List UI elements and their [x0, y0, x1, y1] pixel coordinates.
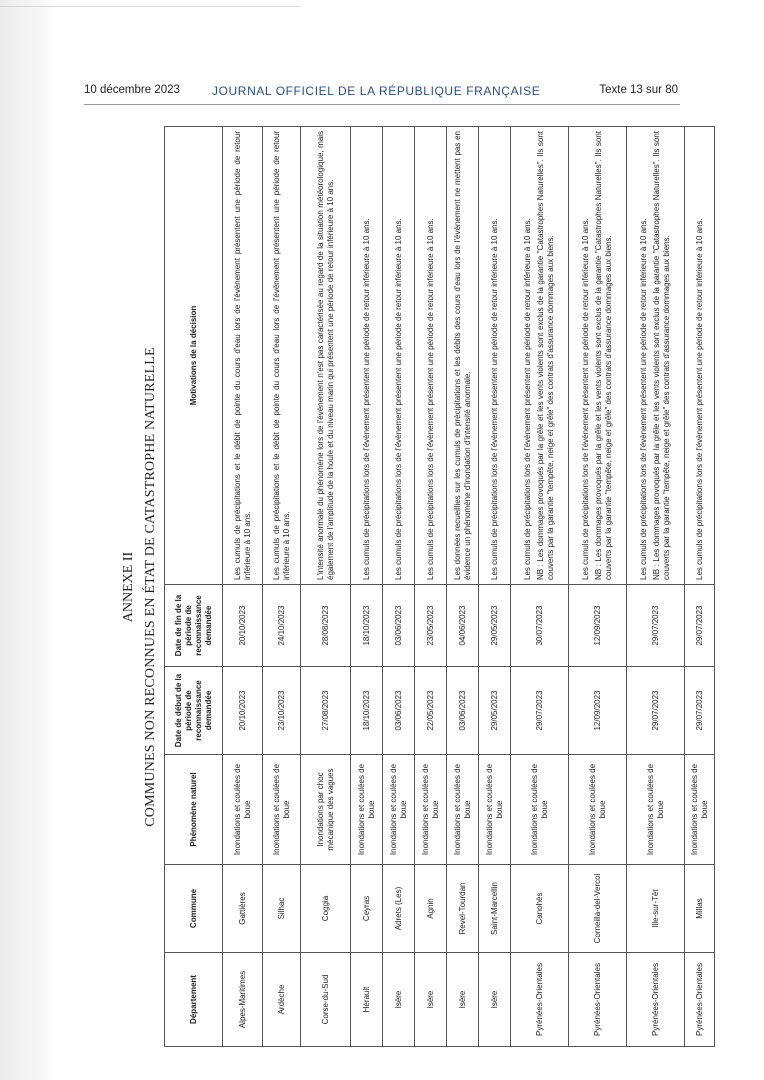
motivation-text: Les cumuls de précipitations lors de l'évènement présentent une période de retour inférieure à 10 ans. [393, 218, 403, 580]
header-divider [84, 104, 680, 105]
cell-date-fin: 04/06/2023 [447, 585, 479, 667]
cell-date-fin: 23/05/2023 [415, 585, 447, 667]
col-header-date-debut: Date de début de la période de reconnaissance demandée [165, 667, 223, 755]
cell-motivations [447, 127, 479, 585]
cell-departement: Pyrénées-Orientales [685, 953, 715, 1047]
motivation-text: L'intensité anormale du phénomène lors de l'évènement n'est pas caractérisée au regard de la situation météorologique, mais également de l'amplitude de la houle et du niveau marin qui présentent une période de retour inférieure à 10 ans. [315, 131, 335, 580]
cell-phenomene: Inondations et coulées de boue [383, 755, 415, 865]
cell-departement: Isère [447, 953, 479, 1047]
motivation-text: Les cumuls de précipitations lors de l'évènement présentent une période de retour inférieure à 10 ans. [639, 218, 648, 580]
motivation-text: Les cumuls de précipitations lors de l'évènement présentent une période de retour inférieure à 10 ans. [581, 218, 590, 580]
cell-phenomene: Inondations et coulées de boue [511, 755, 569, 865]
table-row [569, 127, 627, 1047]
cell-commune: Gattières [223, 865, 263, 953]
annex-subtitle: COMMUNES NON RECONNUES EN ÉTAT DE CATASTROPHE NATURELLE [143, 347, 158, 827]
cell-date-debut: 03/06/2023 [447, 667, 479, 755]
cell-commune: Ille-sur-Têt [627, 865, 685, 953]
cell-date-fin: 30/07/2023 [511, 585, 569, 667]
cell-date-fin: 03/06/2023 [383, 585, 415, 667]
cell-phenomene: Inondations et coulées de boue [223, 755, 263, 865]
motivation-text: Les cumuls de précipitations lors de l'évènement présentent une période de retour inférieure à 10 ans. [489, 218, 499, 580]
cell-phenomene: Inondations et coulées de boue [351, 755, 383, 865]
cell-date-debut: 18/10/2023 [351, 667, 383, 755]
cell-date-fin: 18/10/2023 [351, 585, 383, 667]
cell-departement: Isère [479, 953, 511, 1047]
annex-title: ANNEXE II [121, 551, 136, 623]
cell-commune: Ceyras [351, 865, 383, 953]
cell-phenomene: Inondations et coulées de boue [569, 755, 627, 865]
col-header-phenomene: Phénomène naturel [165, 755, 223, 865]
motivation-note: NB : Les dommages provoqués par la grêle et les vents violents sont exclus de la garantie "Catastrophes Naturelles". Ils sont couverts par la garantie "tempête, neige et grêle" des contrats d'assurance dommages aux biens. [652, 131, 671, 580]
cell-date-debut: 20/10/2023 [223, 667, 263, 755]
table-row [447, 127, 479, 1047]
col-header-departement: Département [165, 953, 223, 1047]
cell-motivations [415, 127, 447, 585]
cell-departement: Pyrénées-Orientales [627, 953, 685, 1047]
cell-date-fin: 29/05/2023 [479, 585, 511, 667]
table-row [263, 127, 301, 1047]
cell-date-debut: 29/07/2023 [627, 667, 685, 755]
scan-shadow [0, 0, 58, 1080]
cell-departement: Pyrénées-Orientales [511, 953, 569, 1047]
col-header-date-fin: Date de fin de la période de reconnaissance demandée [165, 585, 223, 667]
motivation-text: Les cumuls de précipitations et le débit de pointe du cours d'eau lors de l'évènement présentent une période de retour inférieure à 10 ans. [271, 131, 291, 580]
cell-phenomene: Inondations et coulées de boue [263, 755, 301, 865]
table-row [627, 127, 685, 1047]
cell-commune: Revel-Tourdan [447, 865, 479, 953]
cell-phenomene: Inondations par choc mécanique des vagues [301, 755, 351, 865]
cell-phenomene: Inondations et coulées de boue [627, 755, 685, 865]
cell-motivations [569, 127, 627, 585]
cell-date-debut: 23/10/2023 [263, 667, 301, 755]
cell-date-debut: 29/05/2023 [479, 667, 511, 755]
cell-motivations [627, 127, 685, 585]
cell-commune: Agnin [415, 865, 447, 953]
cell-commune: Canohès [511, 865, 569, 953]
header-date: 10 décembre 2023 [84, 84, 180, 96]
cell-date-fin: 12/09/2023 [569, 585, 627, 667]
motivation-text: Les cumuls de précipitations et le débit de pointe du cours d'eau lors de l'évènement présentent une période de retour inférieure à 10 ans. [232, 131, 252, 580]
motivation-text: Les données recueillies sur les cumuls de précipitations et les débits des cours d'eau lors de l'évènement ne mettent pas en évidence un phénomène d'inondation d'intensité anormale. [452, 131, 472, 580]
col-header-motivations: Motivations de la décision [165, 127, 223, 585]
table-row [511, 127, 569, 1047]
cell-departement: Isère [415, 953, 447, 1047]
cell-departement: Hérault [351, 953, 383, 1047]
scan-top-line [0, 6, 300, 7]
cell-departement: Alpes-Maritimes [223, 953, 263, 1047]
cell-commune: Silhac [263, 865, 301, 953]
table-row [415, 127, 447, 1047]
motivation-note: NB : Les dommages provoqués par la grêle et les vents violents sont exclus de la garantie "Catastrophes Naturelles". Ils sont couverts par la garantie "tempête, neige et grêle" des contrats d'assurance dommages aux biens. [536, 131, 555, 580]
cell-motivations [223, 127, 263, 585]
table-row [685, 127, 715, 1047]
cell-date-fin: 20/10/2023 [223, 585, 263, 667]
motivation-text: Les cumuls de précipitations lors de l'évènement présentent une période de retour inférieure à 10 ans. [425, 218, 435, 580]
motivation-text: Les cumuls de précipitations lors de l'évènement présentent une période de retour inférieure à 10 ans. [361, 218, 371, 580]
cell-date-debut: 29/07/2023 [685, 667, 715, 755]
table-row [351, 127, 383, 1047]
cell-phenomene: Inondations et coulées de boue [479, 755, 511, 865]
table-row [301, 127, 351, 1047]
table-row [223, 127, 263, 1047]
cell-departement: Pyrénées-Orientales [569, 953, 627, 1047]
journal-title: JOURNAL OFFICIEL DE LA RÉPUBLIQUE FRANÇAISE [212, 84, 541, 98]
rotated-annex-page [118, 127, 709, 1047]
cell-departement: Corse-du-Sud [301, 953, 351, 1047]
cell-motivations [383, 127, 415, 585]
cell-date-debut: 03/06/2023 [383, 667, 415, 755]
motivation-text: Les cumuls de précipitations lors de l'évènement présentent une période de retour inférieure à 10 ans. [523, 218, 532, 580]
table-header-row [165, 127, 223, 1047]
cell-phenomene: Inondations et coulées de boue [447, 755, 479, 865]
cell-date-debut: 12/09/2023 [569, 667, 627, 755]
motivation-text: Les cumuls de précipitations lors de l'évènement présentent une période de retour inférieure à 10 ans. [694, 218, 704, 580]
cell-departement: Isère [383, 953, 415, 1047]
cell-commune: Adrets (Les) [383, 865, 415, 953]
cell-motivations [263, 127, 301, 585]
col-header-commune: Commune [165, 865, 223, 953]
cell-date-debut: 29/07/2023 [511, 667, 569, 755]
cell-date-debut: 27/08/2023 [301, 667, 351, 755]
table-row [383, 127, 415, 1047]
cell-commune: Corneilla-del-Vercol [569, 865, 627, 953]
cell-phenomene: Inondations et coulées de boue [415, 755, 447, 865]
cell-commune: Coggia [301, 865, 351, 953]
cell-motivations [479, 127, 511, 585]
decisions-table [164, 126, 715, 1047]
page-indicator: Texte 13 sur 80 [599, 84, 678, 96]
cell-date-fin: 24/10/2023 [263, 585, 301, 667]
cell-motivations [351, 127, 383, 585]
cell-commune: Millas [685, 865, 715, 953]
cell-date-fin: 28/08/2023 [301, 585, 351, 667]
cell-phenomene: Inondations et coulées de boue [685, 755, 715, 865]
cell-date-fin: 29/07/2023 [627, 585, 685, 667]
cell-commune: Saint-Marcellin [479, 865, 511, 953]
cell-motivations [685, 127, 715, 585]
table-row [479, 127, 511, 1047]
cell-departement: Ardèche [263, 953, 301, 1047]
motivation-note: NB : Les dommages provoqués par la grêle et les vents violents sont exclus de la garantie "Catastrophes Naturelles". Ils sont couverts par la garantie "tempête, neige et grêle" des contrats d'assurance dommages aux biens. [594, 131, 613, 580]
cell-motivations [301, 127, 351, 585]
cell-motivations [511, 127, 569, 585]
cell-date-debut: 22/05/2023 [415, 667, 447, 755]
cell-date-fin: 29/07/2023 [685, 585, 715, 667]
